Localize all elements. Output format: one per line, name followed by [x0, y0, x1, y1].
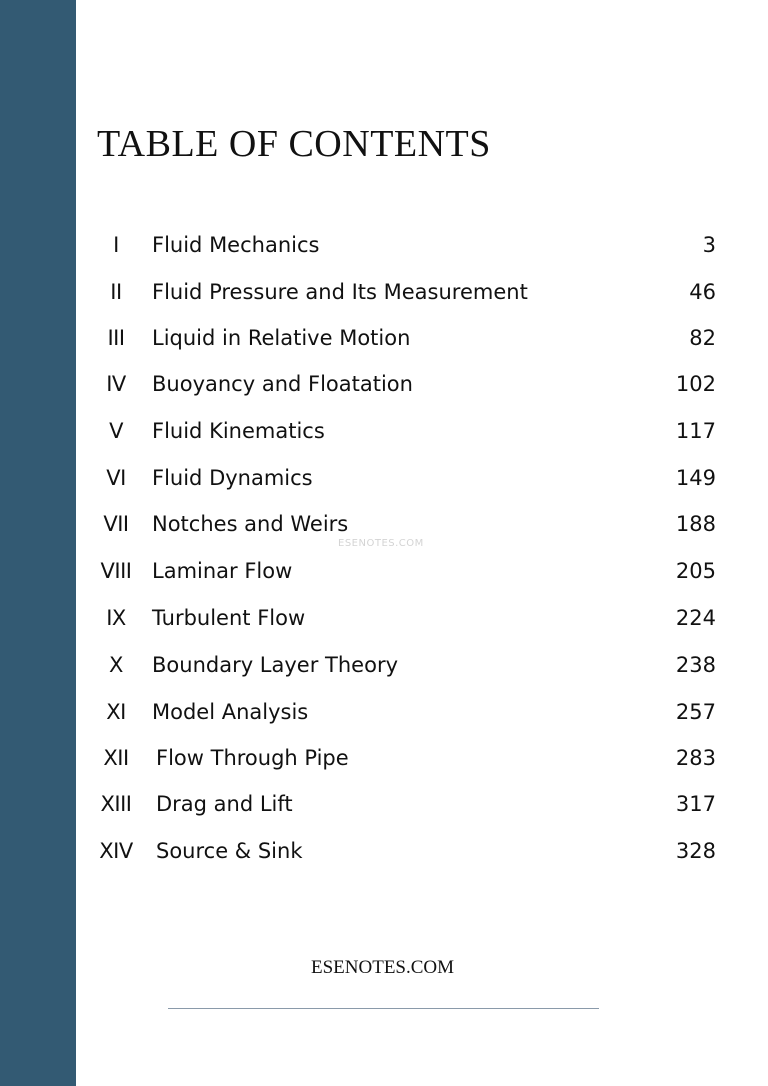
footer-site-name: ESENOTES.COM [311, 957, 455, 978]
chapter-number: II [110, 280, 122, 304]
page-number: 3 [702, 233, 716, 257]
chapter-title: Liquid in Relative Motion [152, 326, 411, 350]
page-number: 149 [675, 466, 716, 490]
toc-entry[interactable] [0, 233, 768, 263]
chapter-title: Flow Through Pipe [156, 746, 349, 770]
chapter-number: VII [103, 512, 129, 536]
chapter-number: XIV [99, 839, 133, 863]
chapter-number: X [109, 653, 123, 677]
footer-divider [168, 1008, 599, 1009]
chapter-number: III [107, 326, 125, 350]
page-number: 188 [675, 512, 716, 536]
chapter-title: Fluid Dynamics [152, 466, 313, 490]
toc-entry[interactable] [0, 280, 768, 310]
page-number: 257 [675, 700, 716, 724]
chapter-title: Laminar Flow [152, 559, 293, 583]
chapter-number: VIII [100, 559, 132, 583]
chapter-number: IX [106, 606, 126, 630]
chapter-title: Source & Sink [156, 839, 303, 863]
page-number: 82 [689, 326, 716, 350]
toc-entry[interactable] [0, 606, 768, 636]
chapter-title: Boundary Layer Theory [152, 653, 399, 677]
chapter-title: Fluid Pressure and Its Measurement [152, 280, 528, 304]
toc-entry[interactable] [0, 792, 768, 822]
toc-entry[interactable] [0, 653, 768, 683]
chapter-title: Drag and Lift [156, 792, 293, 816]
watermark-text: ESENOTES.COM [338, 538, 424, 549]
toc-entry[interactable] [0, 839, 768, 869]
chapter-number: IV [106, 372, 126, 396]
toc-entry[interactable] [0, 326, 768, 356]
page-title: TABLE OF CONTENTS [97, 123, 491, 165]
chapter-title: Fluid Kinematics [152, 419, 325, 443]
chapter-title: Notches and Weirs [152, 512, 349, 536]
toc-entry[interactable] [0, 746, 768, 776]
page-number: 238 [675, 653, 716, 677]
toc-entry[interactable] [0, 466, 768, 496]
page-number: 224 [675, 606, 716, 630]
page-number: 205 [675, 559, 716, 583]
chapter-number: XI [106, 700, 126, 724]
chapter-title: Buoyancy and Floatation [152, 372, 413, 396]
chapter-number: XII [103, 746, 129, 770]
chapter-number: XIII [100, 792, 132, 816]
page-number: 283 [675, 746, 716, 770]
page-number: 46 [689, 280, 716, 304]
chapter-title: Turbulent Flow [152, 606, 306, 630]
chapter-number: V [109, 419, 123, 443]
page-number: 117 [675, 419, 716, 443]
sidebar-color-band [0, 0, 76, 1086]
chapter-title: Fluid Mechanics [152, 233, 320, 257]
toc-entry[interactable] [0, 372, 768, 402]
page-number: 102 [675, 372, 716, 396]
toc-entry[interactable] [0, 700, 768, 730]
chapter-number: I [113, 233, 119, 257]
chapter-title: Model Analysis [152, 700, 309, 724]
toc-entry[interactable] [0, 419, 768, 449]
chapter-number: VI [106, 466, 126, 490]
page-number: 328 [675, 839, 716, 863]
page-number: 317 [675, 792, 716, 816]
toc-entry[interactable] [0, 559, 768, 589]
